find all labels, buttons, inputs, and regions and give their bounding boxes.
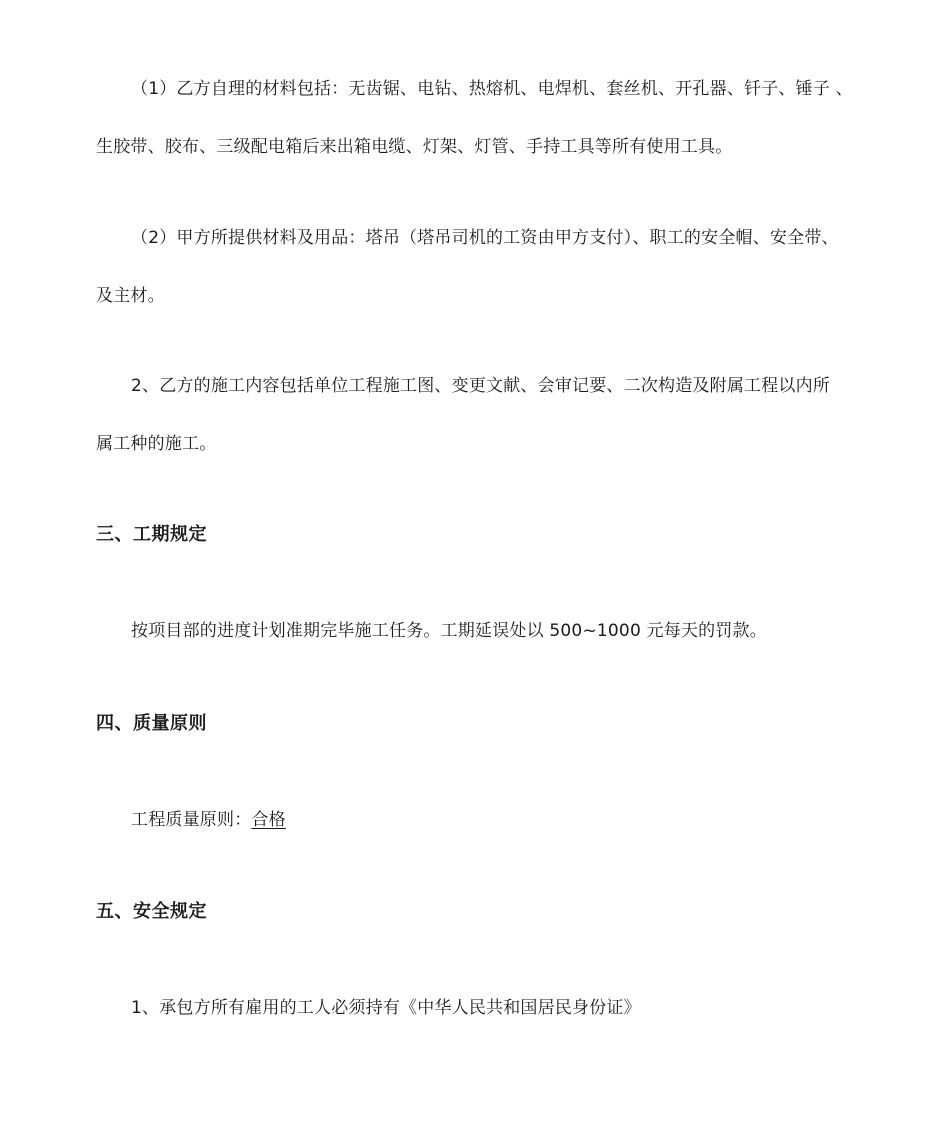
section-heading-safety: 五、安全规定 — [96, 901, 207, 922]
paragraph-party-a-materials-line1: （2）甲方所提供材料及用品：塔吊（塔吊司机的工资由甲方支付）、职工的安全帽、安全带、 — [131, 228, 839, 248]
quality-value: 合格 — [251, 810, 286, 830]
paragraph-self-supplied-materials-line1: （1）乙方自理的材料包括：无齿锯、电钻、热熔机、电焊机、套丝机、开孔器、钎子、锤子 、 — [131, 79, 853, 99]
quality-label: 工程质量原则： — [131, 810, 252, 830]
paragraph-construction-scope-line1: 2、乙方的施工内容包括单位工程施工图、变更文献、会审记要、二次构造及附属工程以内所 — [131, 376, 831, 396]
paragraph-safety-item-1: 1、承包方所有雇用的工人必须持有《中华人民共和国居民身份证》 — [131, 998, 641, 1018]
paragraph-construction-scope-line2: 属工种的施工。 — [96, 434, 217, 454]
section-heading-quality: 四、质量原则 — [96, 713, 207, 734]
paragraph-party-a-materials-line2: 及主材。 — [96, 286, 165, 306]
section-heading-schedule: 三、工期规定 — [96, 524, 207, 545]
paragraph-self-supplied-materials-line2: 生胶带、胶布、三级配电箱后来出箱电缆、灯架、灯管、手持工具等所有使用工具。 — [96, 137, 733, 157]
paragraph-schedule: 按项目部的进度计划准期完毕施工任务。工期延误处以 500~1000 元每天的罚款。 — [131, 621, 767, 641]
paragraph-quality — [131, 808, 286, 832]
